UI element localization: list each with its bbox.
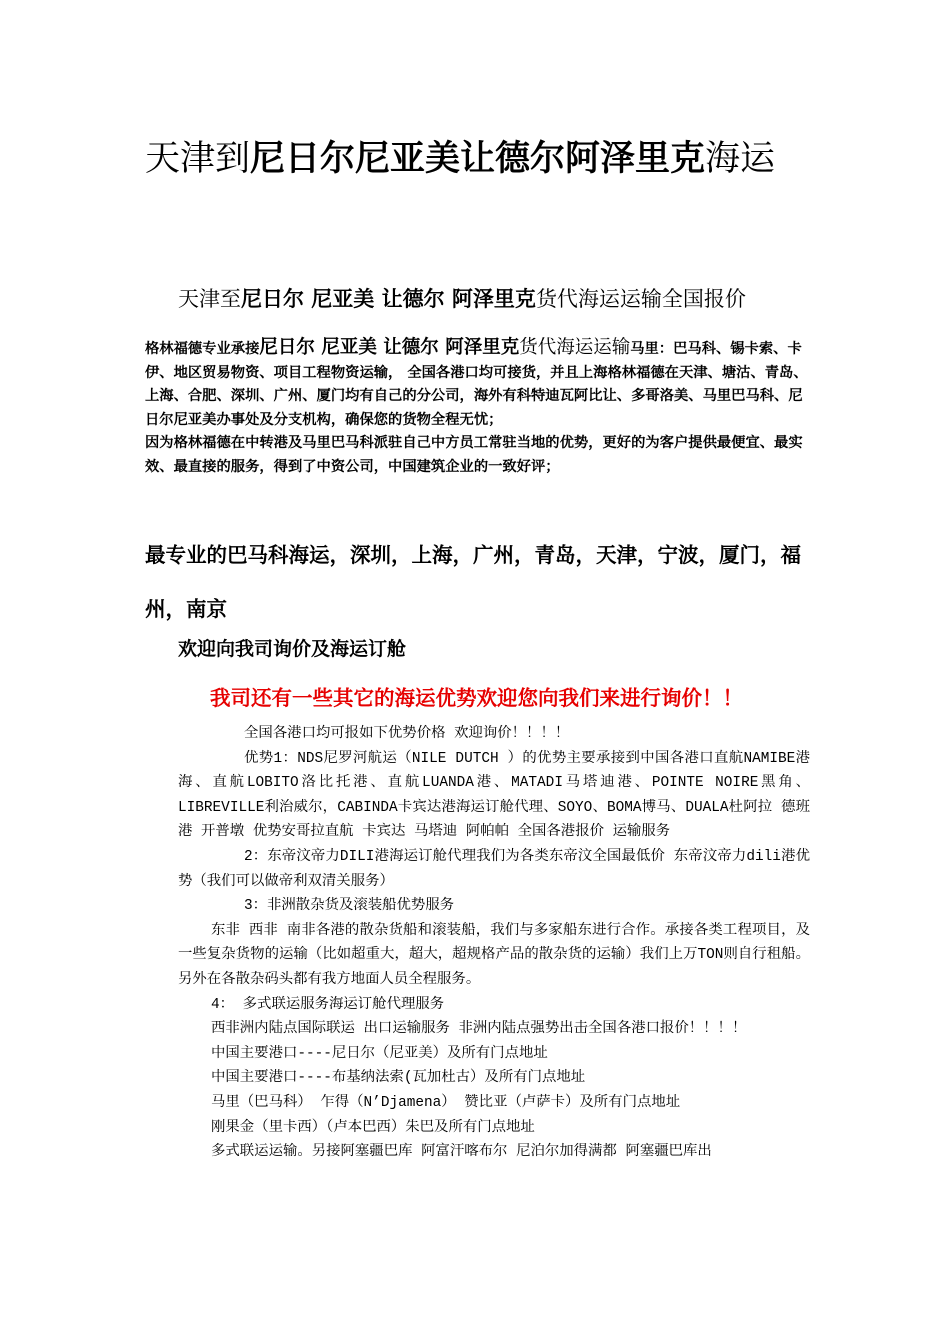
intro-lead: 格林福德专业承接 [145,341,260,357]
subtitle-suffix: 货代海运运输全国报价 [535,287,746,311]
intro-service: 货代海运运输 [519,337,631,358]
document-subtitle [178,283,818,315]
route-line-5: 多式联运运输。另接阿塞疆巴库 阿富汗喀布尔 尼泊尔加得满都 阿塞疆巴库出 [211,1144,712,1161]
advantage-item-4-body: 西非洲内陆点国际联运 出口运输服务 非洲内陆点强势出击全国各港口报价！！！！ [211,1021,747,1038]
route-line-3: 马里（巴马科） 乍得（N’Djamena） 赞比亚（卢萨卡）及所有门点地址 [211,1094,681,1111]
advantages-intro: 全国各港口均可报如下优势价格 欢迎询价！！！！ [244,726,570,742]
subtitle-emphasis: 尼日尔 尼亚美 让德尔 阿泽里克 [241,287,536,311]
advantage-item-3-body: 东非 西非 南非各港的散杂货船和滚装船，我们与多家船东进行合作。承接各类工程项目，及一些复杂货物的运输（比如超重大，超大，超规格产品的散杂货的运输）我们上万TON则自行租船。另外在各散杂码头都有我方地面人员全程服务。 [178,922,810,988]
document-title [145,130,805,188]
route-line-1: 中国主要港口----尼日尔（尼亚美）及所有门点地址 [211,1045,548,1062]
title-emphasis: 尼日尔尼亚美让德尔阿泽里克 [250,139,706,179]
advantage-item-1: 优势1：NDS尼罗河航运（NILE DUTCH ）的优势主要承接到中国各港口直航NAMIBE港海、直航LOBITO洛比托港、直航LUANDA港、MATADI马塔迪港、POINTE NOIRE黑角、LIBREVILLE利治威尔，CABINDA卡宾达港海运订舱代理、SOYO、BOMA博马、DUALA杜阿拉 德班港 开普墩 优势安哥拉直航 卡宾达 马塔迪 阿帕帕 全国各港报价 运输服务 [178,750,810,841]
route-line-4: 刚果金（里卡西）（卢本巴西）朱巴及所有门点地址 [211,1119,535,1136]
route-line-2: 中国主要港口----布基纳法索(瓦加杜古）及所有门点地址 [211,1070,586,1087]
title-suffix: 海运 [705,139,776,179]
intro-emphasis: 尼日尔 尼亚美 让德尔 阿泽里克 [259,337,520,358]
advantage-item-3-title: 3：非洲散杂货及滚装船优势服务 [244,898,455,915]
intro-block [145,336,810,479]
promo-line: 我司还有一些其它的海运优势欢迎您向我们来进行询价！！ [210,686,743,710]
ports-line: 最专业的巴马科海运，深圳，上海，广州，青岛，天津，宁波，厦门，福州，南京 [145,543,801,621]
advantages-section [178,722,810,1165]
welcome-line: 欢迎向我司询价及海运订舱 [178,638,407,660]
intro-paragraph-2: 因为格林福德在中转港及马里巴马科派驻自己中方员工常驻当地的优势，更好的为客户提供最便宜、最实效、最直接的服务，得到了中资公司，中国建筑企业的一致好评； [145,435,803,475]
advantage-item-2: 2：东帝汶帝力DILI港海运订舱代理我们为各类东帝汶全国最低价 东帝汶帝力dili港优势（我们可以做帝利双清关服务） [178,848,810,890]
subtitle-prefix: 天津至 [178,287,241,311]
advantage-item-4-title: 4： 多式联运服务海运订舱代理服务 [211,996,445,1013]
title-prefix: 天津到 [145,139,251,179]
intro-paragraph-1: 马里：巴马科、锡卡索、卡伊、地区贸易物资、项目工程物资运输， 全国各港口均可接货，并且上海格林福德在天津、塘沽、青岛、上海、合肥、深圳、广州、厦门均有自己的分公司，海外有科特迪瓦阿比让、多哥洛美、马里巴马科、尼日尔尼亚美办事处及分支机构，确保您的货物全程无忧； [145,341,808,428]
